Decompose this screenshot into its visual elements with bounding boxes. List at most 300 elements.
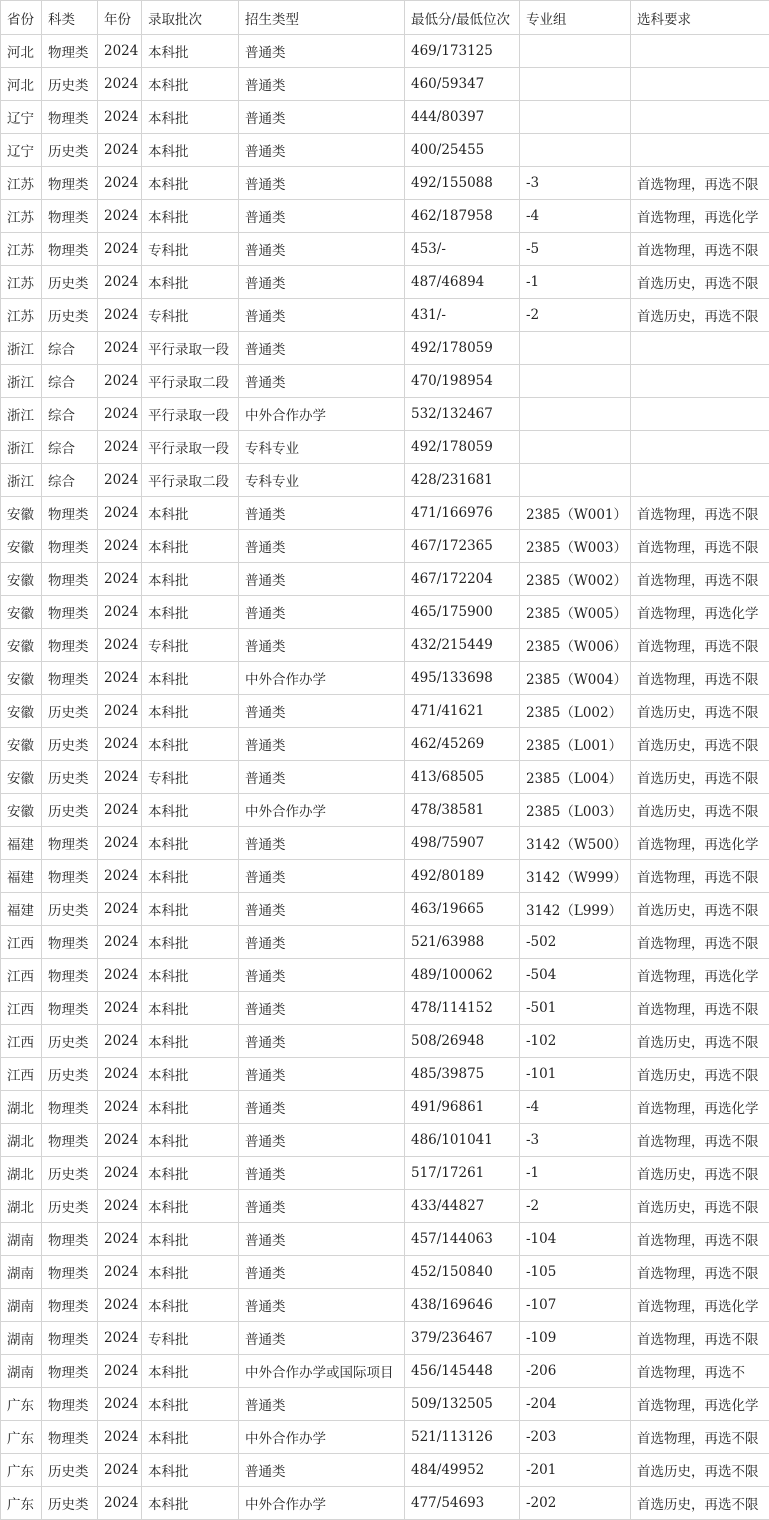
cell-enrollment-type: 普通类: [239, 68, 405, 101]
cell-year: 2024: [98, 728, 142, 761]
header-admission-batch: 录取批次: [142, 1, 239, 35]
cell-subject-category: 物理类: [42, 563, 98, 596]
cell-province: 江西: [1, 959, 42, 992]
cell-province: 安徽: [1, 563, 42, 596]
cell-subject-requirement: 首选物理，再选不限: [631, 860, 769, 893]
table-row: [1, 530, 769, 563]
cell-major-group: 3142（W999）: [520, 860, 631, 893]
cell-subject-category: 物理类: [42, 1355, 98, 1388]
table-row: [1, 728, 769, 761]
cell-major-group: -107: [520, 1289, 631, 1322]
cell-admission-batch: 本科批: [142, 497, 239, 530]
cell-enrollment-type: 普通类: [239, 992, 405, 1025]
cell-province: 广东: [1, 1454, 42, 1487]
cell-subject-requirement: 首选历史，再选不限: [631, 1454, 769, 1487]
cell-admission-batch: 专科批: [142, 629, 239, 662]
cell-subject-requirement: 首选历史，再选不限: [631, 893, 769, 926]
cell-year: 2024: [98, 1124, 142, 1157]
cell-subject-category: 历史类: [42, 1454, 98, 1487]
cell-enrollment-type: 中外合作办学: [239, 1487, 405, 1520]
cell-subject-category: 历史类: [42, 1157, 98, 1190]
cell-major-group: -501: [520, 992, 631, 1025]
cell-subject-requirement: 首选历史，再选不限: [631, 1058, 769, 1091]
cell-year: 2024: [98, 134, 142, 167]
table-row: [1, 299, 769, 332]
cell-admission-batch: 本科批: [142, 134, 239, 167]
cell-province: 安徽: [1, 728, 42, 761]
cell-province: 安徽: [1, 596, 42, 629]
cell-subject-requirement: [631, 68, 769, 101]
cell-admission-batch: 平行录取一段: [142, 431, 239, 464]
cell-admission-batch: 平行录取二段: [142, 365, 239, 398]
table-row: [1, 893, 769, 926]
cell-subject-requirement: [631, 134, 769, 167]
cell-min-score-rank: 379/236467: [405, 1322, 520, 1355]
cell-province: 江西: [1, 926, 42, 959]
cell-province: 江苏: [1, 266, 42, 299]
cell-min-score-rank: 508/26948: [405, 1025, 520, 1058]
cell-major-group: [520, 431, 631, 464]
header-row: [1, 1, 769, 35]
cell-admission-batch: 本科批: [142, 1388, 239, 1421]
cell-major-group: [520, 134, 631, 167]
cell-subject-category: 物理类: [42, 827, 98, 860]
table-row: [1, 794, 769, 827]
cell-admission-batch: 本科批: [142, 200, 239, 233]
cell-enrollment-type: 普通类: [239, 1223, 405, 1256]
cell-province: 福建: [1, 893, 42, 926]
cell-admission-batch: 专科批: [142, 1322, 239, 1355]
cell-enrollment-type: 普通类: [239, 596, 405, 629]
cell-province: 辽宁: [1, 101, 42, 134]
cell-min-score-rank: 492/80189: [405, 860, 520, 893]
table-row: [1, 365, 769, 398]
cell-admission-batch: 本科批: [142, 992, 239, 1025]
cell-major-group: [520, 365, 631, 398]
cell-province: 江西: [1, 1058, 42, 1091]
table-row: [1, 1157, 769, 1190]
cell-subject-category: 综合: [42, 398, 98, 431]
cell-enrollment-type: 普通类: [239, 299, 405, 332]
cell-subject-category: 物理类: [42, 959, 98, 992]
table-row: [1, 398, 769, 431]
cell-min-score-rank: 478/38581: [405, 794, 520, 827]
cell-admission-batch: 本科批: [142, 794, 239, 827]
cell-year: 2024: [98, 992, 142, 1025]
table-row: [1, 431, 769, 464]
cell-province: 江苏: [1, 200, 42, 233]
cell-subject-requirement: 首选物理，再选化学: [631, 596, 769, 629]
table-row: [1, 266, 769, 299]
cell-subject-requirement: [631, 101, 769, 134]
cell-subject-requirement: 首选物理，再选不限: [631, 1223, 769, 1256]
cell-year: 2024: [98, 1322, 142, 1355]
cell-enrollment-type: 普通类: [239, 893, 405, 926]
cell-min-score-rank: 462/45269: [405, 728, 520, 761]
cell-year: 2024: [98, 68, 142, 101]
cell-province: 江苏: [1, 299, 42, 332]
cell-min-score-rank: 471/166976: [405, 497, 520, 530]
cell-subject-category: 物理类: [42, 1091, 98, 1124]
table-row: [1, 464, 769, 497]
cell-subject-requirement: 首选物理，再选不限: [631, 563, 769, 596]
cell-province: 安徽: [1, 695, 42, 728]
cell-province: 安徽: [1, 530, 42, 563]
cell-major-group: 2385（L002）: [520, 695, 631, 728]
cell-province: 湖北: [1, 1091, 42, 1124]
cell-province: 河北: [1, 35, 42, 68]
cell-enrollment-type: 普通类: [239, 35, 405, 68]
cell-major-group: -502: [520, 926, 631, 959]
cell-admission-batch: 本科批: [142, 35, 239, 68]
cell-subject-category: 历史类: [42, 1487, 98, 1520]
cell-year: 2024: [98, 761, 142, 794]
cell-year: 2024: [98, 1421, 142, 1454]
cell-major-group: -104: [520, 1223, 631, 1256]
table-row: [1, 695, 769, 728]
cell-year: 2024: [98, 101, 142, 134]
cell-major-group: -105: [520, 1256, 631, 1289]
cell-enrollment-type: 普通类: [239, 860, 405, 893]
cell-min-score-rank: 457/144063: [405, 1223, 520, 1256]
cell-subject-category: 历史类: [42, 794, 98, 827]
cell-admission-batch: 本科批: [142, 1124, 239, 1157]
table-body: [1, 35, 769, 1520]
cell-major-group: -4: [520, 200, 631, 233]
cell-subject-requirement: 首选物理，再选化学: [631, 1091, 769, 1124]
cell-subject-requirement: 首选物理，再选不限: [631, 1421, 769, 1454]
cell-admission-batch: 本科批: [142, 167, 239, 200]
cell-subject-requirement: 首选物理，再选化学: [631, 1289, 769, 1322]
cell-province: 河北: [1, 68, 42, 101]
cell-min-score-rank: 498/75907: [405, 827, 520, 860]
cell-min-score-rank: 456/145448: [405, 1355, 520, 1388]
cell-enrollment-type: 中外合作办学: [239, 662, 405, 695]
table-row: [1, 1091, 769, 1124]
cell-enrollment-type: 普通类: [239, 1025, 405, 1058]
header-province: 省份: [1, 1, 42, 35]
cell-admission-batch: 本科批: [142, 695, 239, 728]
cell-province: 浙江: [1, 332, 42, 365]
cell-year: 2024: [98, 827, 142, 860]
cell-min-score-rank: 452/150840: [405, 1256, 520, 1289]
cell-year: 2024: [98, 860, 142, 893]
cell-min-score-rank: 469/173125: [405, 35, 520, 68]
cell-enrollment-type: 中外合作办学: [239, 398, 405, 431]
cell-subject-requirement: 首选物理，再选不限: [631, 530, 769, 563]
cell-province: 安徽: [1, 497, 42, 530]
cell-subject-requirement: 首选历史，再选不限: [631, 761, 769, 794]
cell-min-score-rank: 428/231681: [405, 464, 520, 497]
cell-major-group: -204: [520, 1388, 631, 1421]
cell-year: 2024: [98, 233, 142, 266]
cell-admission-batch: 本科批: [142, 596, 239, 629]
cell-subject-requirement: 首选物理，再选不: [631, 1355, 769, 1388]
cell-year: 2024: [98, 893, 142, 926]
table-row: [1, 662, 769, 695]
cell-subject-requirement: 首选物理，再选化学: [631, 200, 769, 233]
cell-admission-batch: 本科批: [142, 1025, 239, 1058]
table-row: [1, 1223, 769, 1256]
cell-major-group: -3: [520, 167, 631, 200]
cell-subject-requirement: [631, 365, 769, 398]
cell-major-group: 2385（W004）: [520, 662, 631, 695]
table-row: [1, 860, 769, 893]
table-row: [1, 101, 769, 134]
cell-major-group: -2: [520, 299, 631, 332]
table-row: [1, 1058, 769, 1091]
table-row: [1, 1421, 769, 1454]
cell-subject-requirement: 首选物理，再选不限: [631, 662, 769, 695]
cell-province: 安徽: [1, 794, 42, 827]
cell-enrollment-type: 普通类: [239, 1289, 405, 1322]
cell-subject-category: 历史类: [42, 1025, 98, 1058]
cell-subject-requirement: 首选物理，再选不限: [631, 926, 769, 959]
cell-enrollment-type: 普通类: [239, 200, 405, 233]
cell-subject-requirement: 首选历史，再选不限: [631, 695, 769, 728]
cell-subject-category: 历史类: [42, 761, 98, 794]
cell-subject-category: 物理类: [42, 1256, 98, 1289]
cell-admission-batch: 平行录取二段: [142, 464, 239, 497]
cell-min-score-rank: 432/215449: [405, 629, 520, 662]
table-row: [1, 332, 769, 365]
cell-year: 2024: [98, 35, 142, 68]
cell-subject-category: 物理类: [42, 662, 98, 695]
cell-major-group: -109: [520, 1322, 631, 1355]
cell-year: 2024: [98, 1223, 142, 1256]
cell-major-group: [520, 464, 631, 497]
cell-min-score-rank: 438/169646: [405, 1289, 520, 1322]
cell-admission-batch: 本科批: [142, 1289, 239, 1322]
cell-admission-batch: 本科批: [142, 1223, 239, 1256]
cell-admission-batch: 本科批: [142, 1190, 239, 1223]
cell-province: 安徽: [1, 662, 42, 695]
cell-subject-category: 综合: [42, 365, 98, 398]
cell-enrollment-type: 普通类: [239, 761, 405, 794]
cell-min-score-rank: 467/172365: [405, 530, 520, 563]
cell-subject-category: 历史类: [42, 134, 98, 167]
cell-admission-batch: 本科批: [142, 530, 239, 563]
cell-enrollment-type: 中外合作办学: [239, 794, 405, 827]
table-row: [1, 1487, 769, 1520]
table-row: [1, 1388, 769, 1421]
cell-enrollment-type: 普通类: [239, 1058, 405, 1091]
cell-admission-batch: 本科批: [142, 893, 239, 926]
table-row: [1, 1124, 769, 1157]
cell-subject-category: 物理类: [42, 35, 98, 68]
cell-year: 2024: [98, 200, 142, 233]
cell-subject-requirement: 首选历史，再选不限: [631, 299, 769, 332]
cell-min-score-rank: 521/63988: [405, 926, 520, 959]
cell-admission-batch: 本科批: [142, 68, 239, 101]
cell-subject-requirement: 首选历史，再选不限: [631, 728, 769, 761]
cell-province: 广东: [1, 1388, 42, 1421]
cell-min-score-rank: 509/132505: [405, 1388, 520, 1421]
cell-province: 浙江: [1, 365, 42, 398]
cell-subject-requirement: 首选历史，再选不限: [631, 1487, 769, 1520]
cell-min-score-rank: 492/178059: [405, 431, 520, 464]
cell-province: 浙江: [1, 431, 42, 464]
cell-major-group: -5: [520, 233, 631, 266]
table-row: [1, 1190, 769, 1223]
header-subject-category: 科类: [42, 1, 98, 35]
cell-subject-requirement: 首选物理，再选不限: [631, 497, 769, 530]
cell-min-score-rank: 470/198954: [405, 365, 520, 398]
cell-province: 福建: [1, 860, 42, 893]
cell-min-score-rank: 532/132467: [405, 398, 520, 431]
header-major-group: 专业组: [520, 1, 631, 35]
cell-min-score-rank: 433/44827: [405, 1190, 520, 1223]
cell-year: 2024: [98, 1355, 142, 1388]
cell-year: 2024: [98, 1289, 142, 1322]
cell-enrollment-type: 普通类: [239, 497, 405, 530]
cell-year: 2024: [98, 695, 142, 728]
cell-enrollment-type: 普通类: [239, 629, 405, 662]
cell-year: 2024: [98, 1454, 142, 1487]
cell-admission-batch: 本科批: [142, 662, 239, 695]
table-row: [1, 1322, 769, 1355]
cell-major-group: 2385（L001）: [520, 728, 631, 761]
cell-year: 2024: [98, 464, 142, 497]
cell-subject-category: 物理类: [42, 926, 98, 959]
cell-year: 2024: [98, 1058, 142, 1091]
cell-province: 湖北: [1, 1124, 42, 1157]
cell-min-score-rank: 487/46894: [405, 266, 520, 299]
cell-province: 湖北: [1, 1190, 42, 1223]
cell-subject-category: 物理类: [42, 233, 98, 266]
table-row: [1, 827, 769, 860]
cell-year: 2024: [98, 596, 142, 629]
cell-province: 湖北: [1, 1157, 42, 1190]
cell-min-score-rank: 467/172204: [405, 563, 520, 596]
cell-province: 江苏: [1, 233, 42, 266]
cell-year: 2024: [98, 398, 142, 431]
cell-min-score-rank: 491/96861: [405, 1091, 520, 1124]
cell-enrollment-type: 中外合作办学或国际项目: [239, 1355, 405, 1388]
cell-major-group: 2385（L004）: [520, 761, 631, 794]
cell-subject-requirement: 首选物理，再选不限: [631, 629, 769, 662]
cell-major-group: [520, 398, 631, 431]
cell-min-score-rank: 492/155088: [405, 167, 520, 200]
header-subject-requirement: 选科要求: [631, 1, 769, 35]
cell-province: 广东: [1, 1421, 42, 1454]
table-row: [1, 596, 769, 629]
cell-admission-batch: 本科批: [142, 959, 239, 992]
cell-year: 2024: [98, 1157, 142, 1190]
cell-major-group: 3142（W500）: [520, 827, 631, 860]
cell-enrollment-type: 普通类: [239, 167, 405, 200]
cell-subject-category: 物理类: [42, 1322, 98, 1355]
cell-province: 湖南: [1, 1256, 42, 1289]
cell-subject-category: 物理类: [42, 200, 98, 233]
cell-subject-category: 历史类: [42, 1190, 98, 1223]
cell-major-group: -206: [520, 1355, 631, 1388]
header-min-score-rank: 最低分/最低位次: [405, 1, 520, 35]
cell-min-score-rank: 478/114152: [405, 992, 520, 1025]
cell-min-score-rank: 463/19665: [405, 893, 520, 926]
cell-subject-requirement: 首选历史，再选不限: [631, 1025, 769, 1058]
cell-min-score-rank: 486/101041: [405, 1124, 520, 1157]
cell-year: 2024: [98, 629, 142, 662]
cell-subject-category: 综合: [42, 332, 98, 365]
cell-admission-batch: 本科批: [142, 101, 239, 134]
cell-subject-requirement: 首选物理，再选不限: [631, 233, 769, 266]
cell-min-score-rank: 517/17261: [405, 1157, 520, 1190]
cell-admission-batch: 本科批: [142, 1256, 239, 1289]
cell-subject-category: 历史类: [42, 695, 98, 728]
cell-min-score-rank: 431/-: [405, 299, 520, 332]
cell-province: 广东: [1, 1487, 42, 1520]
cell-subject-category: 物理类: [42, 1421, 98, 1454]
cell-major-group: 2385（L003）: [520, 794, 631, 827]
cell-province: 福建: [1, 827, 42, 860]
cell-subject-category: 物理类: [42, 596, 98, 629]
header-year: 年份: [98, 1, 142, 35]
cell-subject-category: 物理类: [42, 860, 98, 893]
cell-enrollment-type: 普通类: [239, 695, 405, 728]
cell-subject-category: 物理类: [42, 530, 98, 563]
cell-year: 2024: [98, 332, 142, 365]
cell-enrollment-type: 普通类: [239, 101, 405, 134]
cell-admission-batch: 本科批: [142, 827, 239, 860]
cell-year: 2024: [98, 926, 142, 959]
cell-enrollment-type: 普通类: [239, 134, 405, 167]
cell-min-score-rank: 484/49952: [405, 1454, 520, 1487]
cell-admission-batch: 本科批: [142, 1091, 239, 1124]
cell-major-group: -203: [520, 1421, 631, 1454]
cell-subject-requirement: [631, 464, 769, 497]
cell-major-group: 3142（L999）: [520, 893, 631, 926]
cell-subject-requirement: 首选物理，再选化学: [631, 959, 769, 992]
cell-subject-requirement: 首选物理，再选不限: [631, 1322, 769, 1355]
cell-admission-batch: 本科批: [142, 728, 239, 761]
cell-enrollment-type: 专科专业: [239, 464, 405, 497]
cell-subject-requirement: 首选历史，再选不限: [631, 794, 769, 827]
cell-year: 2024: [98, 266, 142, 299]
cell-year: 2024: [98, 563, 142, 596]
cell-subject-category: 历史类: [42, 266, 98, 299]
cell-enrollment-type: 普通类: [239, 563, 405, 596]
cell-subject-requirement: 首选物理，再选化学: [631, 827, 769, 860]
cell-subject-category: 历史类: [42, 893, 98, 926]
cell-subject-requirement: [631, 332, 769, 365]
cell-major-group: -102: [520, 1025, 631, 1058]
cell-enrollment-type: 普通类: [239, 827, 405, 860]
cell-enrollment-type: 专科专业: [239, 431, 405, 464]
table-header: [1, 1, 769, 35]
cell-year: 2024: [98, 365, 142, 398]
cell-province: 湖南: [1, 1322, 42, 1355]
cell-min-score-rank: 400/25455: [405, 134, 520, 167]
cell-subject-requirement: 首选物理，再选不限: [631, 1256, 769, 1289]
cell-admission-batch: 本科批: [142, 563, 239, 596]
cell-year: 2024: [98, 431, 142, 464]
cell-major-group: -101: [520, 1058, 631, 1091]
table-row: [1, 629, 769, 662]
cell-min-score-rank: 521/113126: [405, 1421, 520, 1454]
cell-subject-category: 综合: [42, 431, 98, 464]
cell-admission-batch: 本科批: [142, 1355, 239, 1388]
cell-subject-category: 历史类: [42, 68, 98, 101]
cell-major-group: -1: [520, 266, 631, 299]
cell-min-score-rank: 471/41621: [405, 695, 520, 728]
cell-year: 2024: [98, 1190, 142, 1223]
cell-min-score-rank: 453/-: [405, 233, 520, 266]
cell-admission-batch: 本科批: [142, 860, 239, 893]
cell-min-score-rank: 477/54693: [405, 1487, 520, 1520]
cell-admission-batch: 本科批: [142, 926, 239, 959]
cell-enrollment-type: 普通类: [239, 266, 405, 299]
